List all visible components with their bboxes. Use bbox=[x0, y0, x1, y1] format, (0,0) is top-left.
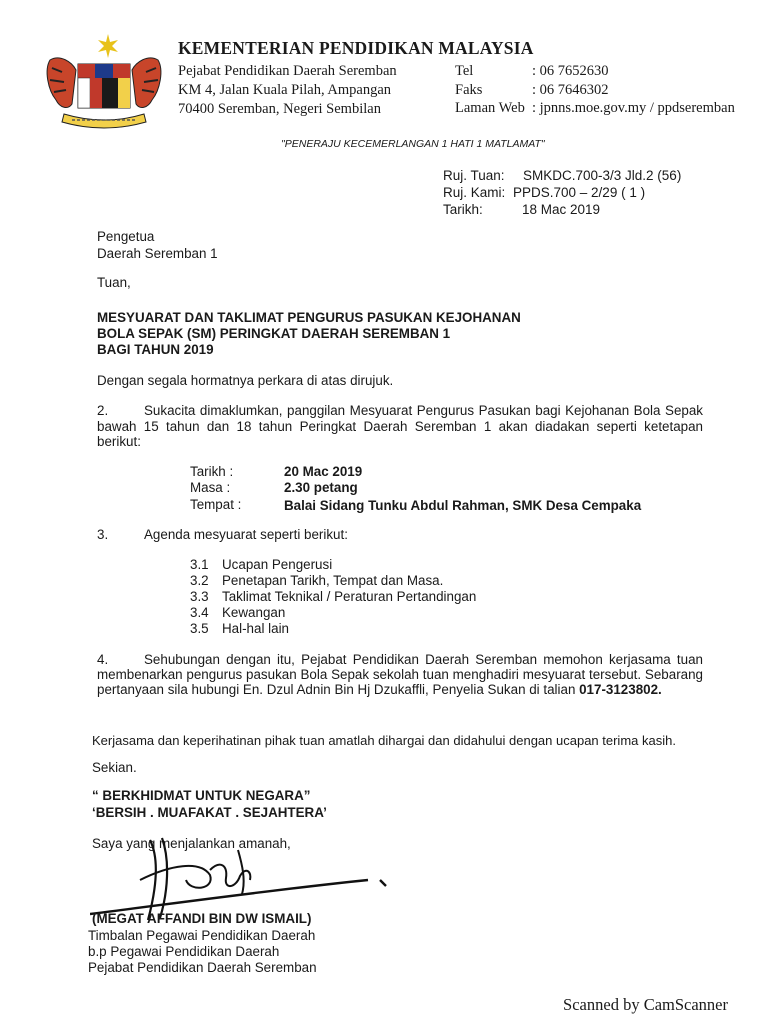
detail-venue-value: Balai Sidang Tunku Abdul Rahman, SMK Desa Cempaka bbox=[284, 498, 642, 513]
contact-phone: 017-3123802. bbox=[579, 682, 662, 698]
agenda-item-text: Hal-hal lain bbox=[222, 621, 289, 636]
agenda-item-number: 3.2 bbox=[190, 573, 209, 588]
ref-kami-label: Ruj. Kami: bbox=[443, 185, 506, 200]
agenda-item-text: Taklimat Teknikal / Peraturan Pertandingan bbox=[222, 589, 477, 604]
trust-line: Saya yang menjalankan amanah, bbox=[92, 836, 291, 851]
camscanner-watermark: Scanned by CamScanner bbox=[563, 995, 728, 1014]
agenda-item-text: Kewangan bbox=[222, 605, 286, 620]
signatory-title-1: Timbalan Pegawai Pendidikan Daerah bbox=[88, 928, 316, 943]
slogan-1: “ BERKHIDMAT UNTUK NEGARA” bbox=[92, 788, 311, 803]
agenda-item-text: Ucapan Pengerusi bbox=[222, 557, 333, 572]
agenda-item-number: 3.4 bbox=[190, 605, 209, 620]
agenda-item-text: Penetapan Tarikh, Tempat dan Masa. bbox=[222, 573, 444, 588]
detail-time-label: Masa : bbox=[190, 480, 231, 495]
detail-time-value: 2.30 petang bbox=[284, 480, 358, 495]
detail-date-value: 20 Mac 2019 bbox=[284, 464, 363, 479]
paragraph-4 bbox=[97, 652, 703, 698]
subject-line-2: BOLA SEPAK (SM) PERINGKAT DAERAH SEREMBAN 1 bbox=[97, 326, 451, 341]
website-label: Laman Web bbox=[455, 100, 525, 116]
paragraph-3-number: 3. bbox=[97, 527, 109, 542]
paragraph-1: Dengan segala hormatnya perkara di atas dirujuk. bbox=[97, 373, 394, 388]
website-value: : jpnns.moe.gov.my / ppdseremban bbox=[532, 100, 735, 116]
ref-kami-value: PPDS.700 – 2/29 ( 1 ) bbox=[513, 185, 646, 200]
paragraph-2-number: 2. bbox=[97, 403, 109, 418]
slogan-2: ‘BERSIH . MUAFAKAT . SEJAHTERA’ bbox=[92, 805, 327, 820]
subject-line-1: MESYUARAT DAN TAKLIMAT PENGURUS PASUKAN KEJOHANAN bbox=[97, 310, 521, 325]
motto: "PENERAJU KECEMERLANGAN 1 HATI 1 MATLAMAT" bbox=[281, 138, 545, 150]
closing: Sekian. bbox=[92, 760, 137, 775]
agenda-item-number: 3.3 bbox=[190, 589, 209, 604]
recipient-line-1: Pengetua bbox=[97, 229, 155, 244]
recipient-line-2: Daerah Seremban 1 bbox=[97, 246, 218, 261]
signatory-name: (MEGAT AFFANDI BIN DW ISMAIL) bbox=[92, 911, 312, 926]
detail-venue-label: Tempat : bbox=[190, 497, 242, 512]
fax-value: : 06 7646302 bbox=[532, 82, 609, 98]
ref-tuan-label: Ruj. Tuan: bbox=[443, 168, 505, 183]
ref-tuan-value: SMKDC.700-3/3 Jld.2 (56) bbox=[523, 168, 682, 183]
date-value: 18 Mac 2019 bbox=[522, 202, 601, 217]
malaysia-coat-of-arms-icon bbox=[42, 30, 166, 130]
paragraph-2: Sukacita dimaklumkan, panggilan Mesyuarat Pengurus Pasukan bagi Kejohanan Bola Sepak bawah 15 tahun dan 18 tahun Peringkat Daerah Seremban 1 akan diadakan seperti ketetapan berikut: bbox=[97, 403, 703, 449]
subject-line-3: BAGI TAHUN 2019 bbox=[97, 342, 214, 357]
signatory-title-2: b.p Pegawai Pendidikan Daerah bbox=[88, 944, 280, 959]
salutation: Tuan, bbox=[97, 275, 131, 290]
paragraph-5: Kerjasama dan keperihatinan pihak tuan amatlah dihargai dan didahului dengan ucapan terima kasih. bbox=[92, 733, 676, 748]
ministry-title: KEMENTERIAN PENDIDIKAN MALAYSIA bbox=[178, 38, 534, 58]
paragraph-3: Agenda mesyuarat seperti berikut: bbox=[144, 527, 348, 542]
date-label: Tarikh: bbox=[443, 202, 483, 217]
address-line-2: KM 4, Jalan Kuala Pilah, Ampangan bbox=[178, 82, 392, 98]
tel-label: Tel bbox=[455, 63, 474, 79]
address-line-3: 70400 Seremban, Negeri Sembilan bbox=[178, 101, 381, 117]
paragraph-4-text: Sehubungan dengan itu, Pejabat Pendidikan Daerah Seremban memohon kerjasama tuan membenarkan pengurus pasukan Bola Sepak sekolah tuan menghadiri mesyuarat tersebut. Sebarang pertanyaan sila hubungi En. Dzul Adnin Bin Hj Dzukaffli, Penyelia Sukan di talian bbox=[97, 652, 703, 698]
tel-value: : 06 7652630 bbox=[532, 63, 609, 79]
detail-date-label: Tarikh : bbox=[190, 464, 234, 479]
agenda-item-number: 3.5 bbox=[190, 621, 209, 636]
fax-label: Faks bbox=[455, 82, 483, 98]
paragraph-4-number: 4. bbox=[97, 652, 109, 667]
agenda-item-number: 3.1 bbox=[190, 557, 209, 572]
signatory-title-3: Pejabat Pendidikan Daerah Seremban bbox=[88, 960, 317, 975]
address-line-1: Pejabat Pendidikan Daerah Seremban bbox=[178, 63, 397, 79]
